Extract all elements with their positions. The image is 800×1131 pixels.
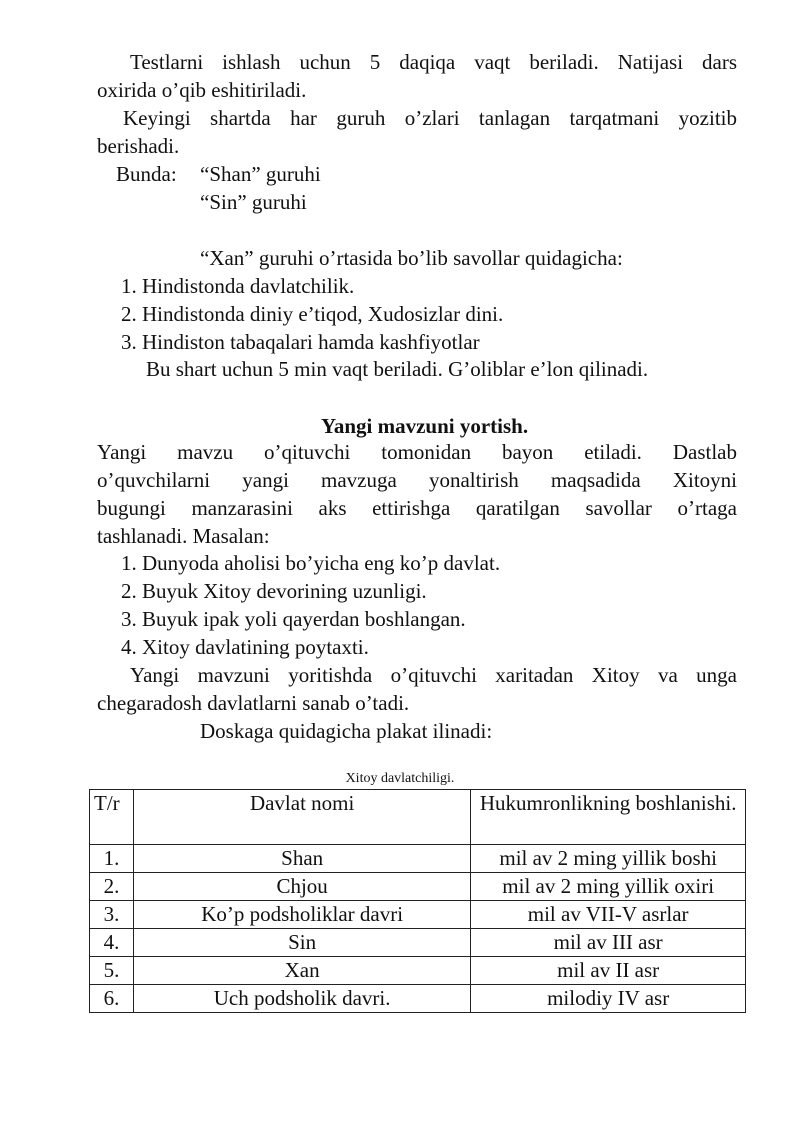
reign-start: mil av II asr: [471, 957, 746, 985]
bunda-label: Bunda:: [116, 162, 177, 186]
poster-note: Doskaga quidagicha plakat ilinadi:: [200, 719, 493, 743]
paragraph-3-line-2: o’quvchilarni yangi mavzuga yonaltirish maqsadida Xitoyni: [97, 468, 737, 492]
question-1-1: 1. Hindistonda davlatchilik.: [121, 274, 355, 298]
group-xan: “Xan” guruhi o’rtasida bo’lib savollar quidagicha:: [200, 246, 623, 270]
paragraph-3-line-4: tashlanadi. Masalan:: [97, 524, 270, 548]
paragraph-3-line-1: Yangi mavzu o’qituvchi tomonidan bayon etiladi. Dastlab: [97, 440, 737, 464]
paragraph-4-line-1: Yangi mavzuni yoritishda o’qituvchi xaritadan Xitoy va unga: [130, 663, 737, 687]
paragraph-2-line-2: berishadi.: [97, 134, 180, 158]
row-number: 4.: [90, 929, 134, 957]
table-header-row: [90, 790, 746, 845]
state-name: Sin: [133, 929, 470, 957]
header-tr: T/r: [90, 790, 134, 845]
table-caption: Xitoy davlatchiligi.: [345, 771, 455, 786]
group-sin: “Sin” guruhi: [200, 190, 307, 214]
paragraph-2-line-1: Keyingi shartda har guruh o’zlari tanlagan tarqatmani yozitib: [123, 106, 737, 130]
table-row: [90, 901, 746, 929]
question-2-2: 2. Buyuk Xitoy devorining uzunligi.: [121, 579, 427, 603]
state-name: Shan: [133, 845, 470, 873]
paragraph-1-line-2: oxirida o’qib eshitiriladi.: [97, 78, 307, 102]
header-davlat-nomi: Davlat nomi: [133, 790, 470, 845]
row-number: 1.: [90, 845, 134, 873]
state-name: Ko’p podsholiklar davri: [133, 901, 470, 929]
group-shan: “Shan” guruhi: [200, 162, 321, 186]
state-name: Xan: [133, 957, 470, 985]
dynasty-table: [89, 789, 746, 1013]
row-number: 3.: [90, 901, 134, 929]
table-row: [90, 957, 746, 985]
reign-start: mil av VII-V asrlar: [471, 901, 746, 929]
section-heading: Yangi mavzuni yortish.: [321, 414, 529, 438]
question-1-3: 3. Hindiston tabaqalari hamda kashfiyotlar: [121, 330, 480, 354]
question-2-3: 3. Buyuk ipak yoli qayerdan boshlangan.: [121, 607, 466, 631]
paragraph-1-line-1: Testlarni ishlash uchun 5 daqiqa vaqt beriladi. Natijasi dars: [130, 50, 737, 74]
question-2-1: 1. Dunyoda aholisi bo’yicha eng ko’p davlat.: [121, 551, 501, 575]
state-name: Chjou: [133, 873, 470, 901]
row-number: 2.: [90, 873, 134, 901]
reign-start: mil av 2 ming yillik oxiri: [471, 873, 746, 901]
table-row: [90, 929, 746, 957]
reign-start: mil av 2 ming yillik boshi: [471, 845, 746, 873]
question-2-4: 4. Xitoy davlatining poytaxti.: [121, 635, 369, 659]
header-hukumronlik: Hukumronlikning boshlanishi.: [471, 790, 746, 845]
table-row: [90, 873, 746, 901]
row-number: 6.: [90, 985, 134, 1013]
row-number: 5.: [90, 957, 134, 985]
paragraph-3-line-3: bugungi manzarasini aks ettirishga qaratilgan savollar o’rtaga: [97, 496, 737, 520]
reign-start: mil av III asr: [471, 929, 746, 957]
reign-start: milodiy IV asr: [471, 985, 746, 1013]
paragraph-4-line-2: chegaradosh davlatlarni sanab o’tadi.: [97, 691, 410, 715]
question-1-2: 2. Hindistonda diniy e’tiqod, Xudosizlar dini.: [121, 302, 504, 326]
table-row: [90, 985, 746, 1013]
table-row: [90, 845, 746, 873]
state-name: Uch podsholik davri.: [133, 985, 470, 1013]
time-note: Bu shart uchun 5 min vaqt beriladi. G’oliblar e’lon qilinadi.: [146, 357, 649, 381]
